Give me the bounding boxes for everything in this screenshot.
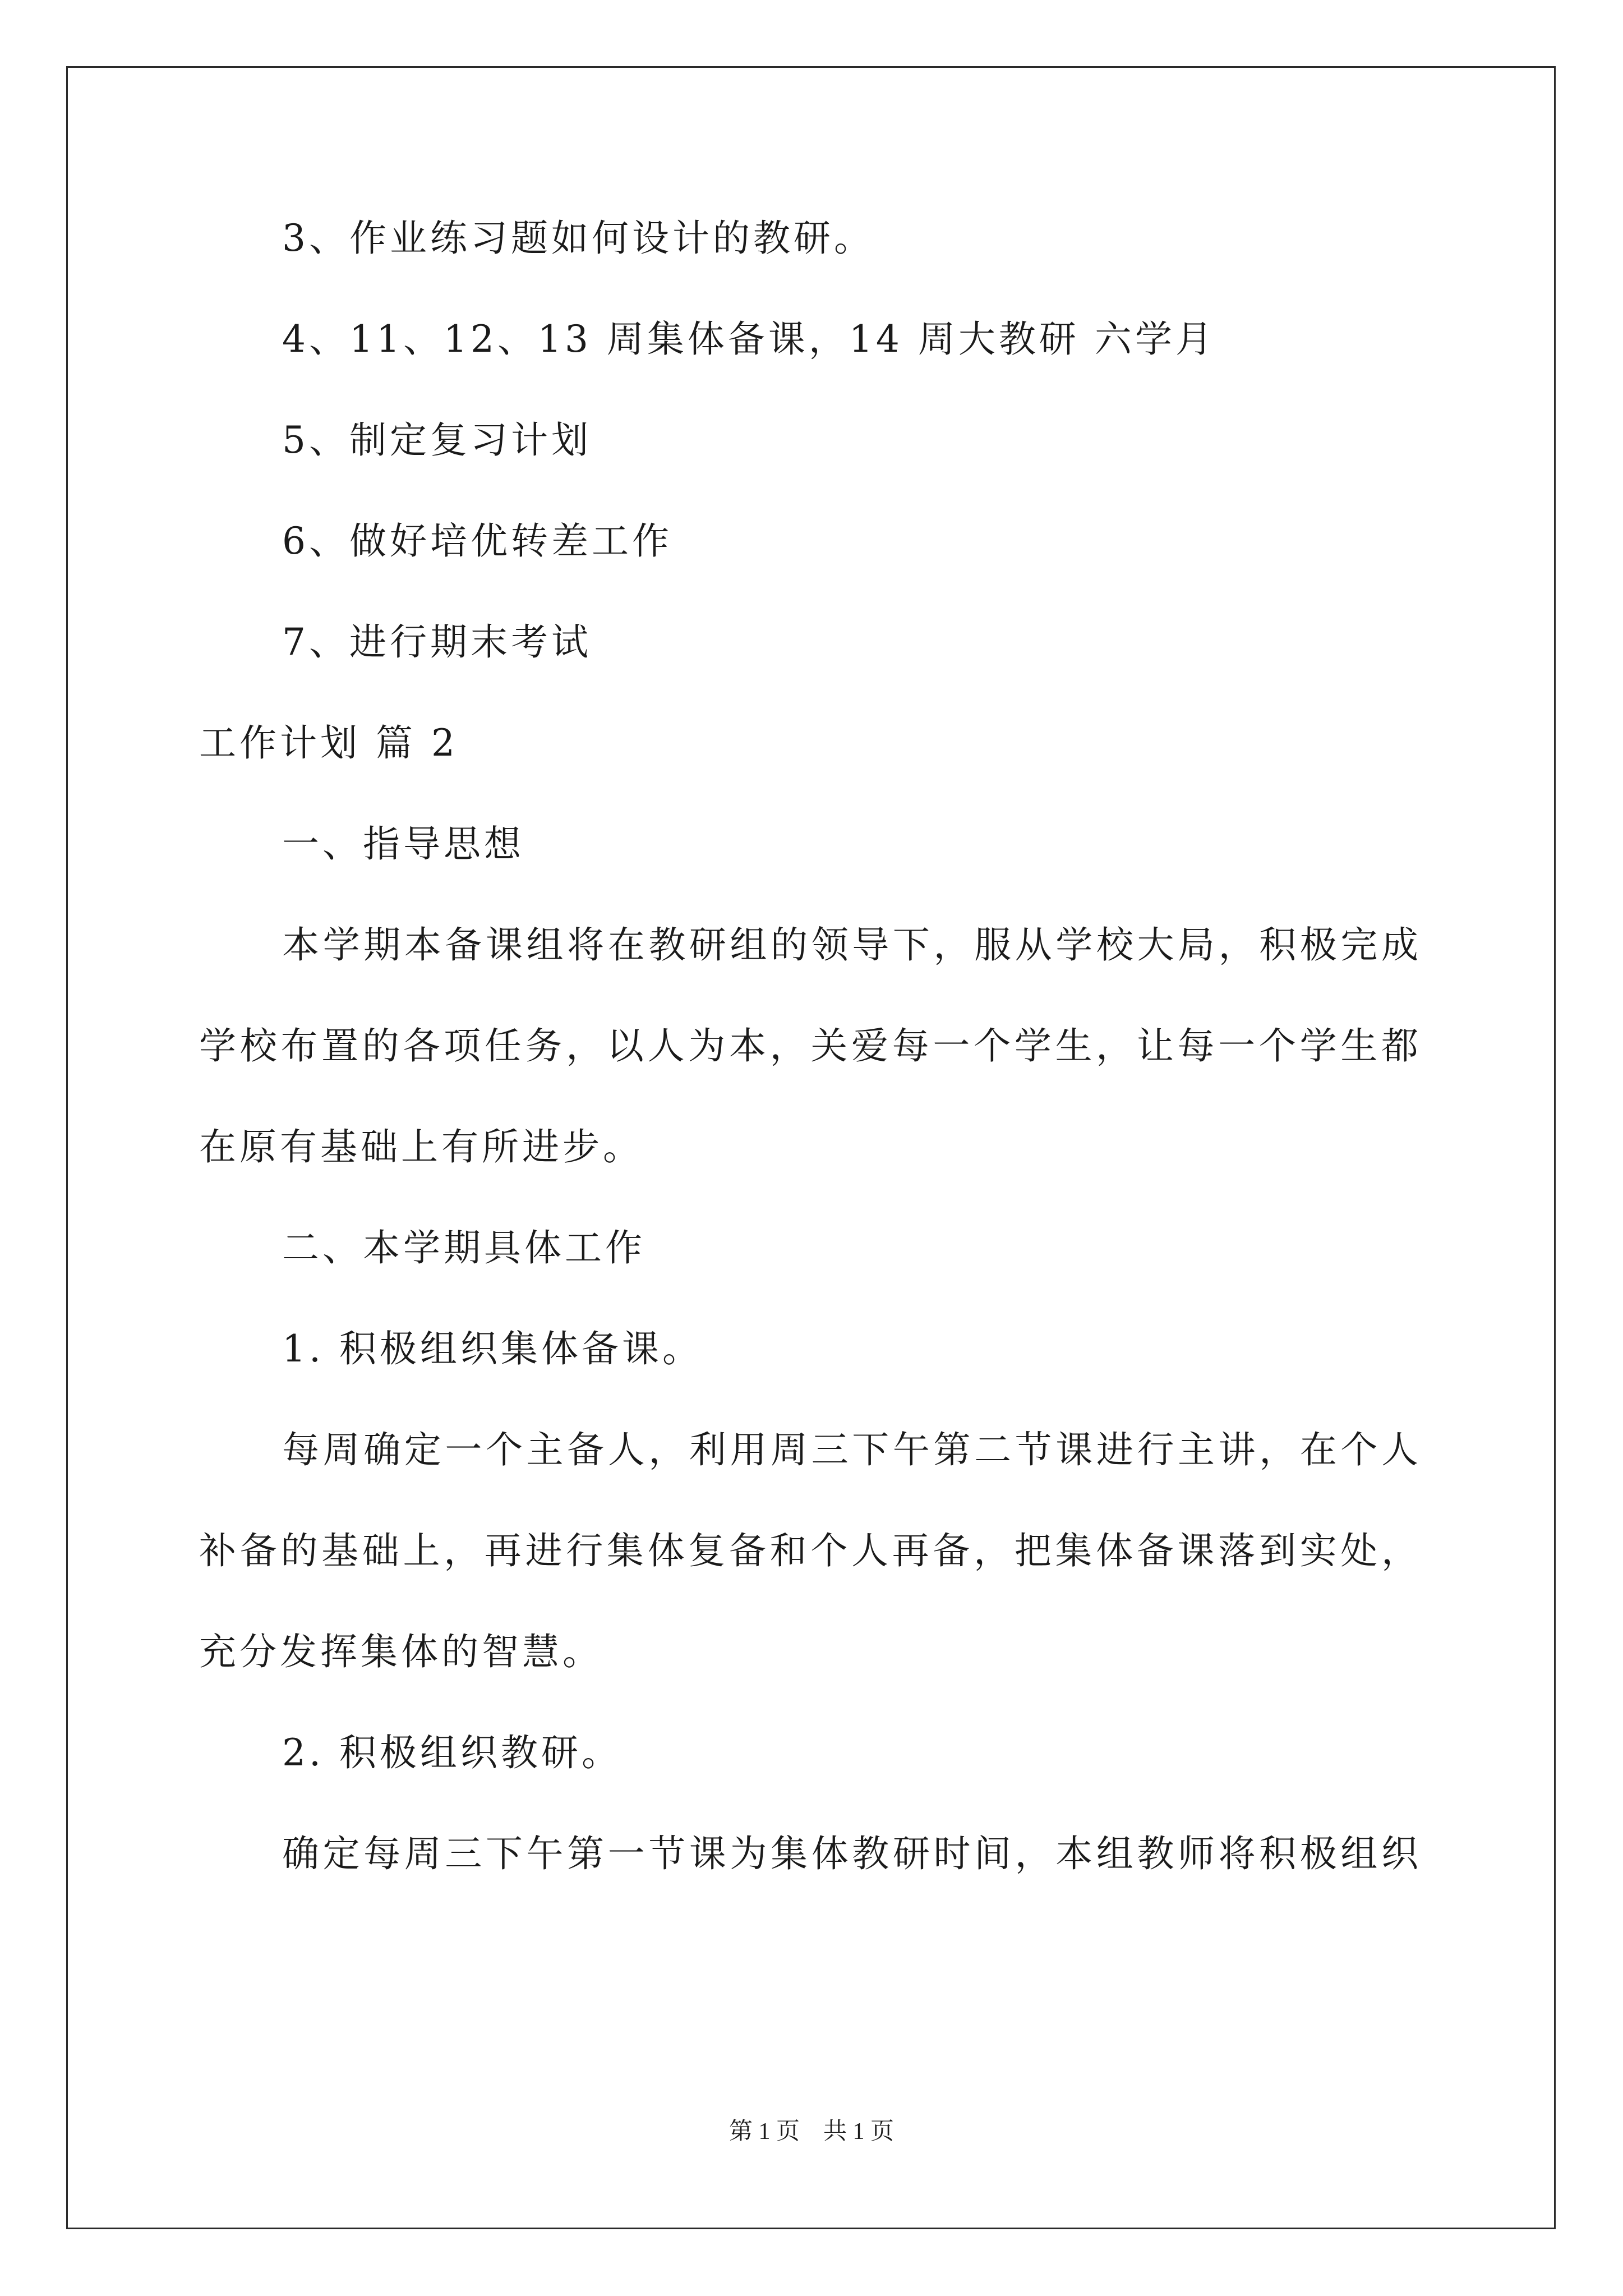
list-item-7: 7、进行期末考试 [282,620,592,664]
list-item-6: 6、做好培优转差工作 [282,519,672,563]
page-number-footer: 第 1 页 共 1 页 [728,2119,894,2145]
paragraph-line: 确定每周三下午第一节课为集体教研时间，本组教师将积极组织 [282,1832,1422,1875]
paragraph-line: 学校布置的各项任务，以人为本，关爱每一个学生，让每一个学生都 [199,1024,1422,1068]
list-item-4: 4、11、12、13 周集体备课，14 周大教研 六学月 [282,318,1216,361]
paragraph-line: 补备的基础上，再进行集体复备和个人再备，把集体备课落到实处， [199,1529,1422,1572]
list-item-3: 3、作业练习题如何设计的教研。 [282,217,874,260]
paragraph-line: 充分发挥集体的智慧。 [199,1630,603,1673]
list-item-5: 5、制定复习计划 [282,418,592,462]
subheading-specific-work: 二、本学期具体工作 [282,1226,645,1269]
section-heading: 工作计划 篇 2 [199,721,458,765]
item-heading-1: 1. 积极组织集体备课。 [282,1327,703,1370]
paragraph-line: 本学期本备课组将在教研组的领导下，服从学校大局，积极完成 [282,923,1422,967]
subheading-guiding-thought: 一、指导思想 [282,822,524,866]
item-heading-2: 2. 积极组织教研。 [282,1731,622,1774]
paragraph-line: 每周确定一个主备人，利用周三下午第二节课进行主讲，在个人 [282,1428,1422,1471]
paragraph-line: 在原有基础上有所进步。 [199,1125,643,1168]
